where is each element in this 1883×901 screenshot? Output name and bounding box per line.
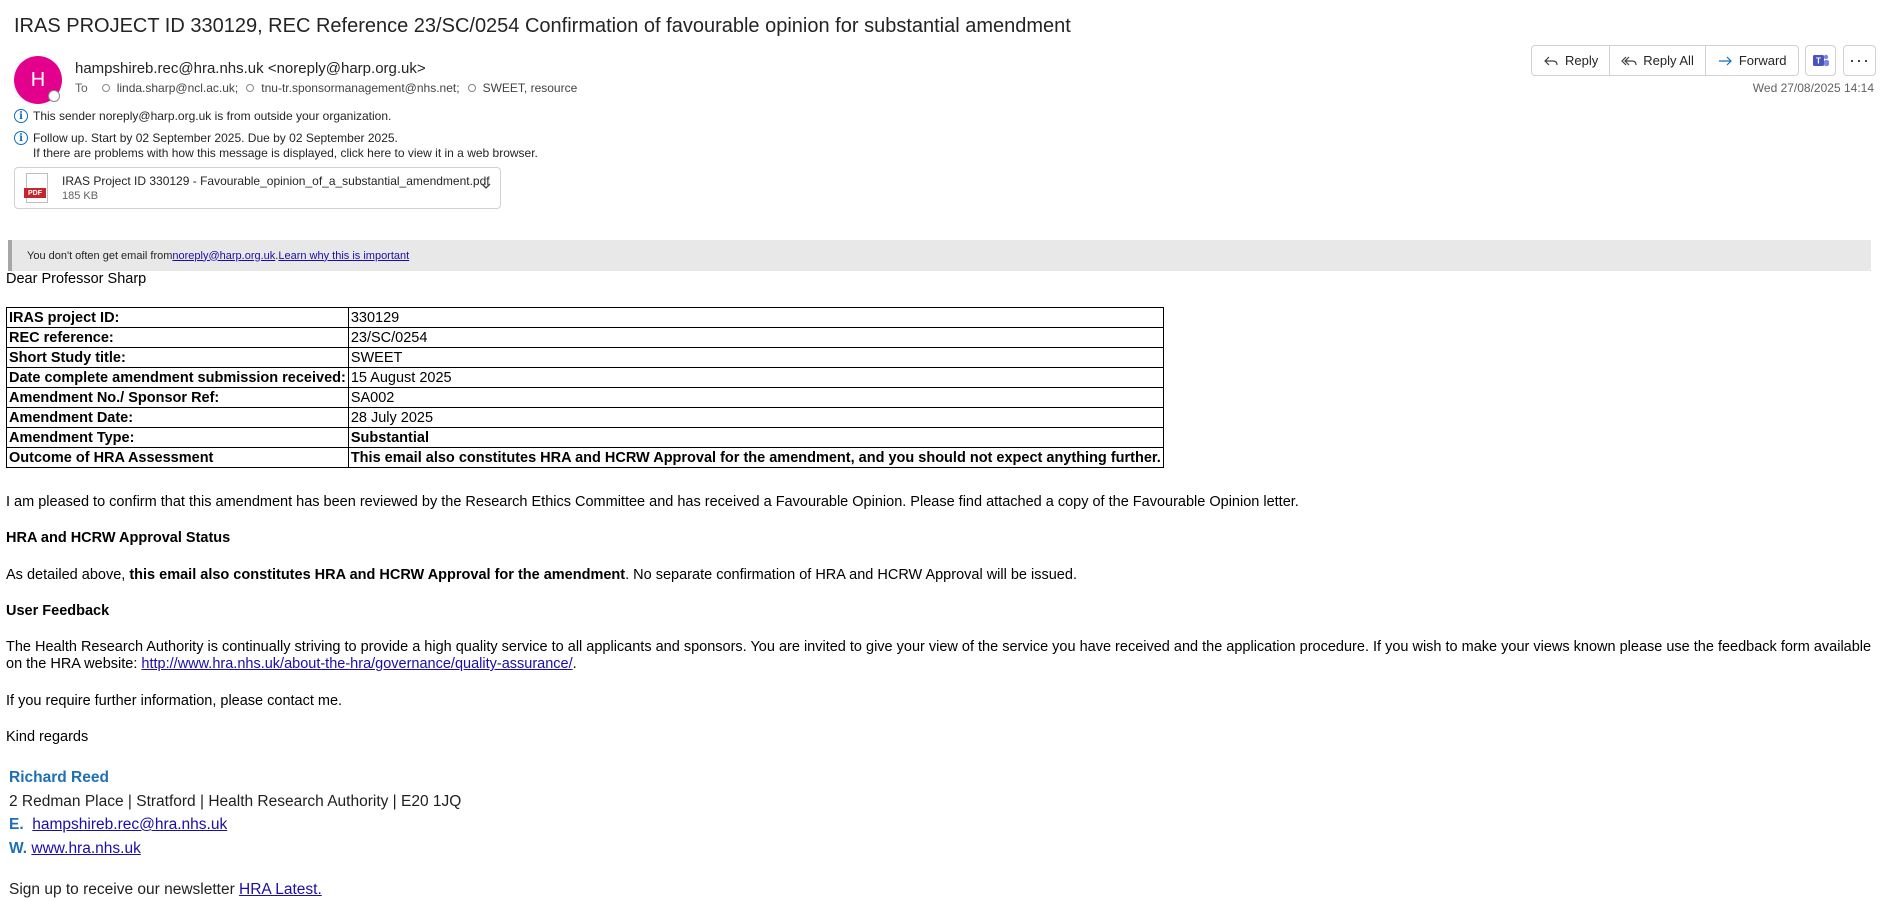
signature-email-link[interactable]: hampshireb.rec@hra.nhs.uk — [32, 816, 228, 833]
detail-key: Short Study title: — [7, 348, 349, 368]
approval-paragraph: As detailed above, this email also constitutes HRA and HCRW Approval for the amendment. No separate confirmation of HRA and HCRW Approval will be issued. — [6, 567, 1077, 583]
user-feedback-heading: User Feedback — [6, 603, 110, 619]
pdf-file-icon: PDF — [24, 173, 50, 203]
approval-status-heading: HRA and HCRW Approval Status — [6, 530, 231, 546]
detail-key: REC reference: — [7, 328, 349, 348]
attachment-name: IRAS Project ID 330129 - Favourable_opinion_of_a_substantial_amendment.pdf — [62, 174, 490, 188]
attachment-card[interactable] — [14, 167, 501, 209]
signature-web-link[interactable]: www.hra.nhs.uk — [31, 840, 141, 857]
newsletter-link[interactable]: HRA Latest. — [239, 881, 322, 898]
teams-icon — [1812, 52, 1830, 70]
detail-value: 28 July 2025 — [348, 408, 1163, 428]
detail-key: Date complete amendment submission received: — [7, 368, 349, 388]
table-row — [7, 348, 1164, 368]
table-row — [7, 368, 1164, 388]
detail-key: Amendment No./ Sponsor Ref: — [7, 388, 349, 408]
external-sender-notice — [14, 109, 391, 123]
follow-up-text: Follow up. Start by 02 September 2025. Due by 02 September 2025. — [33, 131, 398, 145]
recipients-line — [75, 81, 577, 95]
feedback-paragraph: The Health Research Authority is continually striving to provide a high quality service to all applicants and sponsors. You are invited to give your view of the service you have received and the application procedure. If you wish to make your views known please use the feedback form available on the HRA website: http://www.hra.nhs.uk/about-the-hra/governance/quality-assurance/. — [6, 639, 1872, 672]
avatar-initial: H — [30, 68, 46, 91]
detail-value: SA002 — [348, 388, 1163, 408]
forward-icon — [1717, 53, 1733, 69]
reply-all-button[interactable] — [1610, 46, 1706, 75]
detail-key: Amendment Date: — [7, 408, 349, 428]
signature-name: Richard Reed — [9, 769, 109, 786]
teams-chat-button[interactable] — [1805, 45, 1836, 76]
table-row — [7, 328, 1164, 348]
forward-label: Forward — [1738, 53, 1787, 68]
view-in-browser-link[interactable]: If there are problems with how this message is displayed, click here to view it in a web browser. — [33, 146, 538, 160]
reply-button[interactable] — [1532, 46, 1610, 75]
recipient-status-icon — [246, 84, 254, 92]
presence-status-icon — [48, 90, 60, 102]
to-label: To — [75, 81, 88, 95]
table-row — [7, 408, 1164, 428]
reply-all-icon — [1621, 53, 1637, 69]
table-row — [7, 448, 1164, 468]
reply-icon — [1543, 53, 1559, 69]
more-actions-button[interactable] — [1843, 45, 1876, 76]
detail-key: Amendment Type: — [7, 428, 349, 448]
detail-value: 330129 — [348, 308, 1163, 328]
info-icon: i — [14, 109, 28, 123]
detail-key: Outcome of HRA Assessment — [7, 448, 349, 468]
recipient-status-icon — [102, 84, 110, 92]
recipient-3[interactable]: SWEET, resource — [482, 81, 578, 95]
detail-value: This email also constitutes HRA and HCRW Approval for the amendment, and you should not expect anything further. — [348, 448, 1163, 468]
recipient-1[interactable]: linda.sharp@ncl.ac.uk; — [116, 81, 239, 95]
contact-paragraph: If you require further information, please contact me. — [6, 693, 343, 709]
signature-web-line: W. www.hra.nhs.uk — [9, 840, 141, 857]
follow-up-text-block — [33, 131, 538, 161]
confirmation-paragraph: I am pleased to confirm that this amendment has been reviewed by the Research Ethics Committee and has received a Favourable Opinion. Please find attached a copy of the Favourable Opinion letter. — [6, 494, 1299, 510]
detail-key: IRAS project ID: — [7, 308, 349, 328]
email-subject: IRAS PROJECT ID 330129, REC Reference 23/SC/0254 Confirmation of favourable opinion for substantial amendment — [14, 15, 1071, 37]
amendment-details-table — [6, 307, 1164, 468]
table-row — [7, 388, 1164, 408]
message-action-bar — [1531, 45, 1799, 76]
recipient-status-icon — [468, 84, 476, 92]
more-icon: ··· — [1849, 50, 1870, 70]
quality-assurance-link[interactable]: http://www.hra.nhs.uk/about-the-hra/governance/quality-assurance/ — [141, 656, 573, 672]
recipient-2[interactable]: tnu-tr.sponsormanagement@nhs.net; — [261, 81, 460, 95]
chevron-down-icon[interactable] — [480, 180, 492, 195]
signature-address: 2 Redman Place | Stratford | Health Research Authority | E20 1JQ — [9, 793, 462, 810]
reply-label: Reply — [1565, 53, 1599, 68]
follow-up-notice — [14, 131, 538, 161]
newsletter-line: Sign up to receive our newsletter HRA Latest. — [9, 881, 322, 898]
received-date: Wed 27/08/2025 14:14 — [1752, 81, 1874, 95]
caution-separator: . — [275, 249, 279, 262]
greeting: Dear Professor Sharp — [6, 271, 147, 287]
forward-button[interactable] — [1706, 46, 1798, 75]
caution-prefix: You don't often get email from — [27, 249, 173, 262]
closing: Kind regards — [6, 729, 89, 745]
table-row — [7, 308, 1164, 328]
detail-value: 23/SC/0254 — [348, 328, 1163, 348]
table-row — [7, 428, 1164, 448]
attachment-size: 185 KB — [62, 190, 99, 202]
sender-name[interactable]: hampshireb.rec@hra.nhs.uk <noreply@harp.org.uk> — [75, 60, 426, 77]
learn-why-link[interactable]: Learn why this is important — [278, 249, 410, 262]
external-sender-text: This sender noreply@harp.org.uk is from outside your organization. — [33, 109, 392, 123]
svg-text:T: T — [1815, 56, 1821, 65]
detail-value: SWEET — [348, 348, 1163, 368]
info-icon: i — [14, 131, 28, 145]
detail-value: Substantial — [348, 428, 1163, 448]
signature-email-line: E. hampshireb.rec@hra.nhs.uk — [9, 816, 228, 833]
sender-email-link[interactable]: noreply@harp.org.uk — [172, 249, 276, 262]
reply-all-label: Reply All — [1643, 53, 1694, 68]
detail-value: 15 August 2025 — [348, 368, 1163, 388]
caution-banner — [8, 240, 1871, 271]
